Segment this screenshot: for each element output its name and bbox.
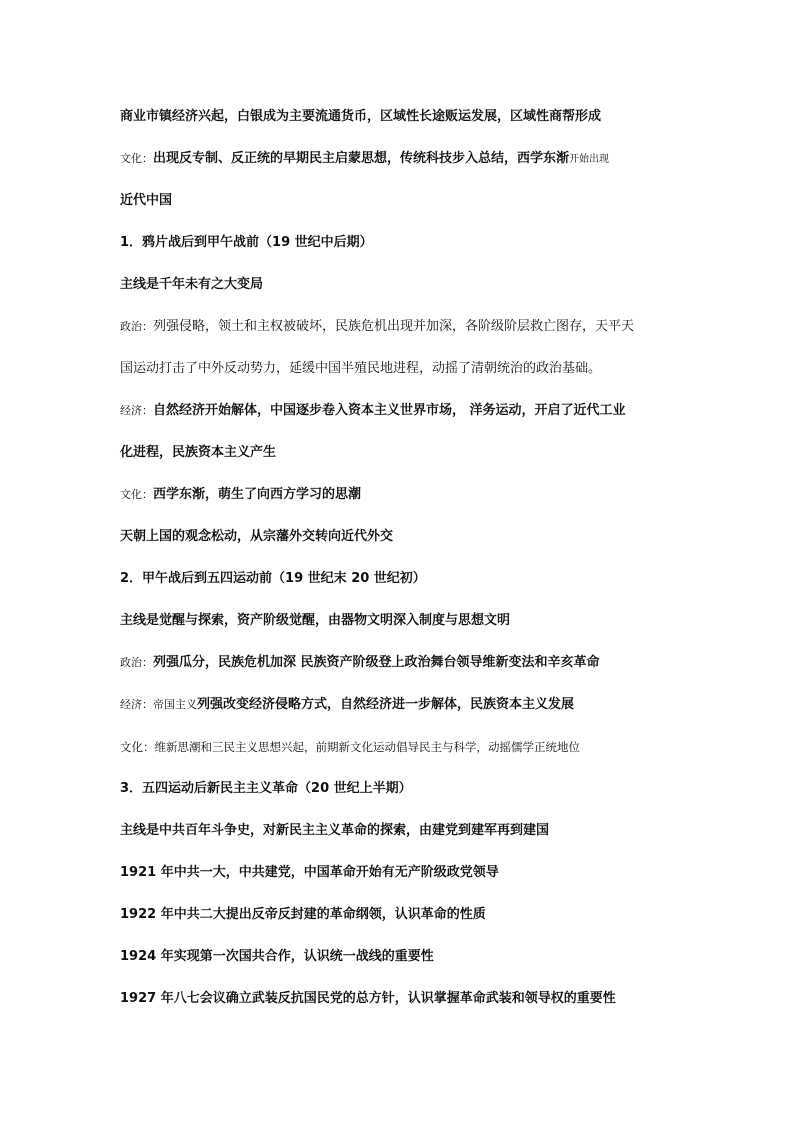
text-line-culture-ming-qing bbox=[120, 150, 754, 169]
label-politics: 政治： bbox=[120, 320, 153, 333]
text-line-politics-2 bbox=[120, 654, 754, 672]
label-culture: 文化： bbox=[120, 488, 153, 501]
text-line-commerce: 商业市镇经济兴起，白银成为主要流通货币，区域性长途贩运发展，区域性商帮形成 bbox=[120, 109, 602, 124]
text-line-economy-1 bbox=[120, 402, 754, 420]
politics-text: 列强瓜分，民族危机加深 民族资产阶级登上政治舞台领导维新变法和辛亥革命 bbox=[153, 655, 600, 670]
text-line-1921: 1921 年中共一大，中共建党，中国革命开始有无产阶级政党领导 bbox=[120, 865, 499, 880]
text-line-economy-1-cont: 化进程，民族资本主义产生 bbox=[120, 445, 277, 460]
text-line-politics-1-cont: 国运动打击了中外反动势力，延缓中国半殖民地进程，动摇了清朝统治的政治基础。 bbox=[120, 361, 602, 376]
economy-text: 列强改变经济侵略方式，自然经济进一步解体，民族资本主义发展 bbox=[197, 697, 575, 712]
text-line-1927: 1927 年八七会议确立武装反抗国民党的总方针，认识掌握革命武装和领导权的重要性 bbox=[120, 991, 616, 1006]
text-line-diplomacy: 天朝上国的观念松动，从宗藩外交转向近代外交 bbox=[120, 529, 394, 544]
text-line-mainline-2: 主线是觉醒与探索，资产阶级觉醒，由器物文明深入制度与思想文明 bbox=[120, 613, 511, 628]
culture-small-text: 开始出现 bbox=[569, 154, 610, 165]
heading-modern-china: 近代中国 bbox=[120, 193, 173, 208]
culture-text: 出现反专制、反正统的早期民主启蒙思想，传统科技步入总结，西学东渐 bbox=[153, 151, 570, 166]
heading-section-2: 2．甲午战后到五四运动前（19 世纪末 20 世纪初） bbox=[120, 571, 426, 586]
text-line-1924: 1924 年实现第一次国共合作，认识统一战线的重要性 bbox=[120, 949, 434, 964]
label-economy: 经济： bbox=[120, 698, 153, 711]
economy-small-text: 帝国主义 bbox=[153, 698, 197, 711]
text-line-culture-1 bbox=[120, 486, 754, 504]
text-line-economy-2 bbox=[120, 696, 754, 714]
text-line-1922: 1922 年中共二大提出反帝反封建的革命纲领，认识革命的性质 bbox=[120, 907, 486, 922]
culture-text: 西学东渐，萌生了向西方学习的思潮 bbox=[153, 487, 362, 502]
label-politics: 政治： bbox=[120, 656, 153, 669]
text-line-culture-2: 文化：维新思潮和三民主义思想兴起，前期新文化运动倡导民主与科学，动摇儒学正统地位 bbox=[120, 740, 580, 754]
label-economy: 经济： bbox=[120, 404, 153, 417]
heading-section-3: 3．五四运动后新民主主义革命（20 世纪上半期） bbox=[120, 781, 412, 796]
text-line-politics-1 bbox=[120, 318, 754, 336]
label-culture: 文化： bbox=[120, 152, 153, 165]
economy-text: 自然经济开始解体，中国逐步卷入资本主义世界市场， 洋务运动，开启了近代工业 bbox=[153, 403, 626, 418]
text-line-mainline-1: 主线是千年未有之大变局 bbox=[120, 277, 264, 292]
text-line-mainline-3: 主线是中共百年斗争史，对新民主主义革命的探索，由建党到建军再到建国 bbox=[120, 823, 550, 838]
heading-section-1: 1．鸦片战后到甲午战前（19 世纪中后期） bbox=[120, 235, 373, 250]
politics-text: 列强侵略，领土和主权被破坏，民族危机出现并加深，各阶级阶层救亡图存，天平天 bbox=[153, 319, 635, 334]
